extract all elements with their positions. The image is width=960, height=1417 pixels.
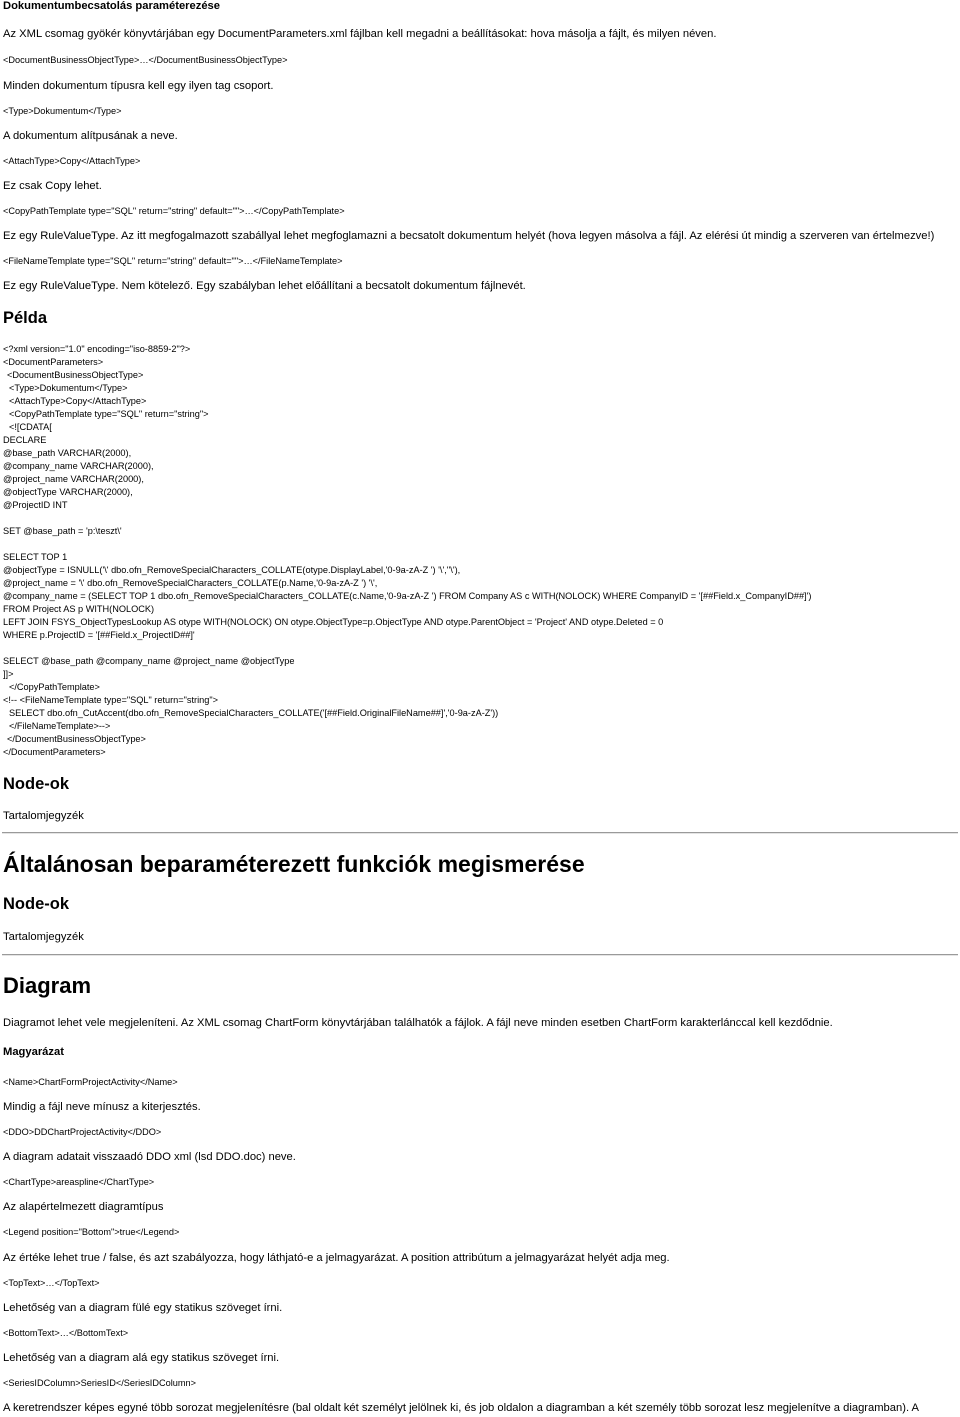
example-heading: Példa — [3, 309, 48, 327]
code-line: @company_name = (SELECT TOP 1 dbo.ofn_RemoveSpecialCharacters_COLLATE(c.Name,'0-9a-zA-Z ') FROM Company AS c WITH(NOLOCK) WHERE CompanyID = '[##Field.x_CompanyID##]') — [3, 591, 812, 601]
code-line: LEFT JOIN FSYS_ObjectTypesLookup AS otype WITH(NOLOCK) ON otype.ObjectType=p.ObjectType AND otype.ParentObject = 'Project' AND otype.Deleted = 0 — [3, 617, 664, 627]
diagram-heading: Diagram — [3, 973, 92, 998]
code-line: @objectType = ISNULL('\' dbo.ofn_RemoveSpecialCharacters_COLLATE(otype.DisplayLabel,'0-9a-zA-Z ') '\',''\'), — [3, 565, 461, 575]
param-description: Lehetőség van a diagram fülé egy statikus szöveget írni. — [3, 1302, 283, 1314]
param-description: A keretrendszer képes egyné több sorozat megjelenítésre (bal oldalt két személyt jelölnek ki, és job oldalon a diagramban a két személy több sorozat lesz megjelenítve a diagramban). A — [3, 1402, 920, 1414]
code-line: ]]> — [3, 669, 14, 679]
param-description: A diagram adatait visszaadó DDO xml (lsd DDO.doc) neve. — [3, 1151, 296, 1163]
toc-link[interactable]: Tartalomjegyzék — [3, 810, 84, 822]
section-title: Dokumentumbecsatolás paraméterezése — [3, 0, 221, 12]
section-divider — [2, 954, 958, 956]
code-line: DECLARE — [3, 435, 47, 445]
param-tag: <ChartType>areaspline</ChartType> — [3, 1177, 155, 1187]
code-line: </FileNameTemplate>--> — [9, 721, 111, 731]
code-line: <?xml version="1.0" encoding="iso-8859-2"?> — [3, 344, 191, 354]
param-tag: <SeriesIDColumn>SeriesID</SeriesIDColumn> — [3, 1378, 197, 1388]
code-line: <![CDATA[ — [9, 422, 52, 432]
param-tag: <DocumentBusinessObjectType>…</DocumentBusinessObjectType> — [3, 55, 288, 65]
param-tag: <BottomText>…</BottomText> — [3, 1328, 129, 1338]
code-line: </DocumentParameters> — [3, 747, 106, 757]
param-description: Lehetőség van a diagram alá egy statikus szöveget írni. — [3, 1352, 280, 1364]
node-heading: Node-ok — [3, 895, 69, 913]
code-line: SELECT TOP 1 — [3, 552, 68, 562]
code-line: <!-- <FileNameTemplate type="SQL" return="string"> — [3, 695, 219, 705]
code-line: @objectType VARCHAR(2000), — [3, 487, 133, 497]
code-line: </DocumentBusinessObjectType> — [7, 734, 146, 744]
code-line: SELECT @base_path @company_name @project_name @objectType — [3, 656, 295, 666]
param-description: Minden dokumentum típusra kell egy ilyen tag csoport. — [3, 80, 274, 92]
param-description: Ez egy RuleValueType. Nem kötelező. Egy szabályban lehet előállítani a becsatolt dokumentum fájlnevét. — [3, 280, 526, 292]
param-description: Az alapértelmezett diagramtípus — [3, 1201, 164, 1213]
param-tag: <Type>Dokumentum</Type> — [3, 106, 122, 116]
toc-link[interactable]: Tartalomjegyzék — [3, 931, 84, 943]
param-tag: <AttachType>Copy</AttachType> — [3, 156, 141, 166]
code-line: <DocumentParameters> — [3, 357, 104, 367]
param-tag: <CopyPathTemplate type="SQL" return="string" default="">…</CopyPathTemplate> — [3, 206, 345, 216]
explanation-heading: Magyarázat — [3, 1046, 64, 1058]
param-tag: <DDO>DDChartProjectActivity</DDO> — [3, 1127, 162, 1137]
diagram-intro: Diagramot lehet vele megjeleníteni. Az XML csomag ChartForm könyvtárjában találhatók a fájlok. A fájl neve minden esetben ChartForm karakterlánccal kell kezdődnie. — [3, 1017, 833, 1029]
code-line: </CopyPathTemplate> — [9, 682, 100, 692]
code-line: @company_name VARCHAR(2000), — [3, 461, 154, 471]
param-tag: <Legend position="Bottom">true</Legend> — [3, 1227, 180, 1237]
param-description: A dokumentum alítpusának a neve. — [3, 130, 178, 142]
code-line: <AttachType>Copy</AttachType> — [9, 396, 147, 406]
section-divider — [2, 832, 958, 834]
intro-paragraph: Az XML csomag gyökér könyvtárjában egy DocumentParameters.xml fájlban kell megadni a beállításokat: hova másolja a fájlt, és milyen néven. — [3, 28, 717, 40]
code-line: <DocumentBusinessObjectType> — [7, 370, 144, 380]
param-description: Mindig a fájl neve mínusz a kiterjesztés. — [3, 1101, 201, 1113]
code-line: WHERE p.ProjectID = '[##Field.x_ProjectID##]' — [3, 630, 195, 640]
code-line: @base_path VARCHAR(2000), — [3, 448, 132, 458]
code-line: @ProjectID INT — [3, 500, 68, 510]
code-line: FROM Project AS p WITH(NOLOCK) — [3, 604, 155, 614]
code-line: SELECT dbo.ofn_CutAccent(dbo.ofn_RemoveSpecialCharacters_COLLATE('[##Field.OriginalFileName##]','0-9a-zA-Z')) — [9, 708, 499, 718]
code-line: SET @base_path = 'p:\teszt\' — [3, 526, 122, 536]
param-tag: <TopText>…</TopText> — [3, 1278, 100, 1288]
code-line: <Type>Dokumentum</Type> — [9, 383, 128, 393]
param-tag: <FileNameTemplate type="SQL" return="string" default="">…</FileNameTemplate> — [3, 256, 343, 266]
param-description: Ez egy RuleValueType. Az itt megfogalmazott szabállyal lehet megfoglamazni a becsatolt dokumentum helyét (hova legyen másolva a fájl. Az elérési út mindig a szerveren van értelmezve!) — [3, 230, 935, 242]
code-line: @project_name VARCHAR(2000), — [3, 474, 144, 484]
code-line: <CopyPathTemplate type="SQL" return="string"> — [9, 409, 209, 419]
main-heading: Általánosan beparaméterezett funkciók megismerése — [3, 851, 585, 877]
param-description: Az értéke lehet true / false, és azt szabályozza, hogy láthjató-e a jelmagyarázat. A position attribútum a jelmagyarázat helyét adja meg. — [3, 1252, 670, 1264]
param-tag: <Name>ChartFormProjectActivity</Name> — [3, 1077, 178, 1087]
code-line: @project_name = '\' dbo.ofn_RemoveSpecialCharacters_COLLATE(p.Name,'0-9a-zA-Z ') '\', — [3, 578, 378, 588]
param-description: Ez csak Copy lehet. — [3, 180, 102, 192]
node-heading: Node-ok — [3, 775, 69, 793]
